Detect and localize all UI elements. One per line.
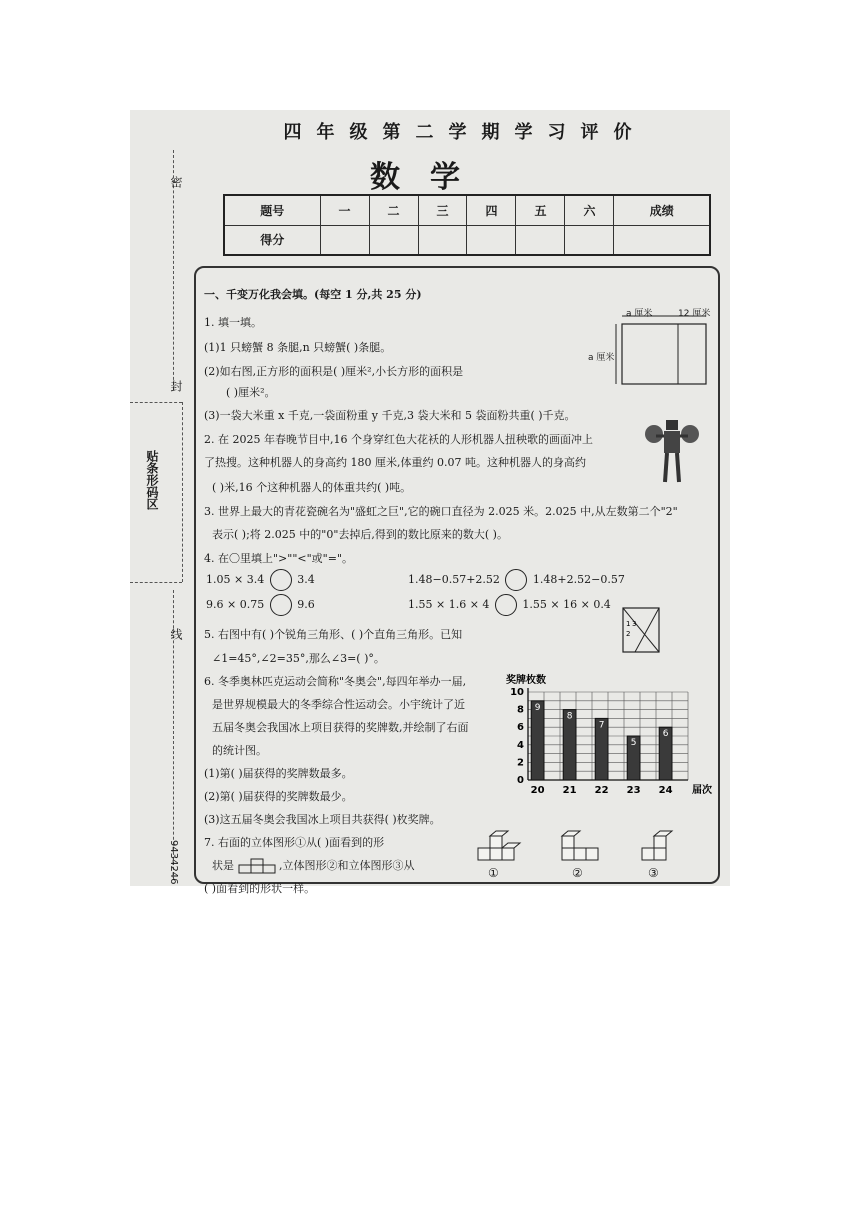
score-cell[interactable]	[467, 225, 516, 255]
chart-x-tick-label: 22	[594, 785, 609, 796]
compare-circle-d[interactable]	[495, 594, 517, 616]
chart-x-tick-label: 23	[626, 785, 641, 796]
square-figure	[614, 308, 714, 400]
score-header-row	[224, 195, 710, 225]
q1-part3: (3)一袋大米重 x 千克,一袋面粉重 y 千克,3 袋大米和 5 袋面粉共重( )千克。	[204, 409, 576, 422]
document-code: 9434246	[168, 840, 179, 885]
score-header-cell: 五	[516, 195, 565, 225]
q6-part2: (2)第( )届获得的奖牌数最少。	[204, 790, 353, 803]
barcode-area-label: 贴条形码区	[145, 450, 159, 510]
score-value-row	[224, 225, 710, 255]
chart-x-tick-label: 24	[658, 785, 673, 796]
q3-line2: 表示( );将 2.025 中的"0"去掉后,得到的数比原来的数大( )。	[212, 528, 508, 541]
q5-line2: ∠1=45°,∠2=35°,那么∠3=( )°。	[212, 652, 385, 665]
chart-x-tick-label: 21	[562, 785, 577, 796]
chart-x-tick-label: 20	[530, 785, 545, 796]
chart-y-axis-title: 奖牌枚数	[506, 675, 546, 686]
q6-line4: 的统计图。	[212, 744, 267, 757]
seal-char-mi: 密	[169, 176, 183, 188]
barcode-box-right	[182, 402, 183, 582]
score-row-label: 得分	[224, 225, 320, 255]
q4-c-left: 9.6 × 0.75	[206, 598, 265, 611]
q1-part2-answer: ( )厘米²。	[226, 386, 276, 399]
barcode-box-top	[130, 402, 182, 403]
triangle-figure	[619, 604, 663, 656]
score-header-cell: 一	[320, 195, 369, 225]
score-cell[interactable]	[418, 225, 467, 255]
exam-photo	[130, 110, 730, 895]
q4-a-right: 3.4	[297, 573, 315, 586]
q4-compare-d	[408, 594, 611, 616]
front-view-shape	[238, 858, 276, 874]
score-cell[interactable]	[614, 225, 710, 255]
q3-line1: 3. 世界上最大的青花瓷碗名为"盛虹之巨",它的碗口直径为 2.025 米。2.025 中,从左数第二个"2"	[204, 505, 678, 518]
solid-label-2: ②	[572, 866, 583, 880]
chart-y-tick-label: 4	[517, 739, 524, 751]
q6-part3: (3)这五届冬奥会我国冰上项目共获得( )枚奖牌。	[204, 813, 441, 826]
section-heading: 一、千变万化我会填。(每空 1 分,共 25 分)	[204, 288, 422, 301]
solid-label-1: ①	[488, 866, 499, 880]
q4-compare-a	[206, 569, 315, 591]
score-header-cell: 成绩	[614, 195, 710, 225]
chart-x-axis-title: 届次	[692, 785, 712, 796]
q2-line2: 了热搜。这种机器人的身高约 180 厘米,体重约 0.07 吨。这种机器人的身高约	[204, 456, 586, 469]
section-1-box	[194, 266, 720, 895]
q7-line2	[212, 857, 415, 874]
medal-bar-chart	[498, 668, 718, 798]
q1-title: 1. 填一填。	[204, 316, 262, 329]
q2-line1: 2. 在 2025 年春晚节目中,16 个身穿红色大花袄的人形机器人扭秧歌的画面冲上	[204, 433, 593, 446]
score-cell[interactable]	[369, 225, 418, 255]
q4-compare-c	[206, 594, 315, 616]
chart-data-label: 8	[566, 711, 573, 722]
score-header-cell: 六	[565, 195, 614, 225]
chart-data-label: 5	[630, 738, 637, 748]
q7-line1: 7. 右面的立体图形①从( )面看到的形	[204, 836, 385, 849]
compare-circle-a[interactable]	[270, 569, 292, 591]
q7-line3: ( )面看到的形状一样。	[204, 882, 316, 895]
chart-y-tick-label: 6	[517, 722, 524, 734]
chart-data-label: 9	[534, 702, 541, 713]
solid-label-3: ③	[648, 866, 659, 880]
q7-shape-suffix: ,立体图形②和立体图形③从	[279, 859, 415, 872]
compare-circle-b[interactable]	[505, 569, 527, 591]
solid-figures	[466, 824, 706, 880]
chart-y-tick-label: 2	[517, 757, 524, 769]
exam-title: 四年级第二学期学习评价	[283, 122, 647, 143]
q2-line3: ( )米,16 个这种机器人的体重共约( )吨。	[212, 481, 412, 494]
q6-line2: 是世界规模最大的冬季综合性运动会。小宇统计了近	[212, 698, 465, 711]
chart-y-tick-label: 8	[517, 704, 524, 716]
q5-line1: 5. 右图中有( )个锐角三角形、( )个直角三角形。已知	[204, 628, 463, 641]
subject-title: 数学	[370, 160, 490, 195]
svg-text:3: 3	[632, 620, 637, 628]
q1-part1: (1)1 只螃蟹 8 条腿,n 只螃蟹( )条腿。	[204, 341, 392, 354]
fig-label-top2: 12 厘米	[678, 309, 711, 319]
q4-d-right: 1.55 × 16 × 0.4	[522, 598, 611, 611]
svg-text:1: 1	[626, 620, 631, 628]
compare-circle-c[interactable]	[270, 594, 292, 616]
q6-part1: (1)第( )届获得的奖牌数最多。	[204, 767, 353, 780]
chart-data-label: 7	[598, 720, 605, 731]
score-header-cell: 二	[369, 195, 418, 225]
q6-line1: 6. 冬季奥林匹克运动会简称"冬奥会",每四年举办一届,	[204, 675, 467, 688]
q4-a-left: 1.05 × 3.4	[206, 573, 265, 586]
q4-compare-b	[408, 569, 625, 591]
q1-part2: (2)如右图,正方形的面积是( )厘米²,小长方形的面积是	[204, 365, 464, 378]
seal-char-xian: 线	[169, 628, 183, 640]
score-cell[interactable]	[516, 225, 565, 255]
score-table	[223, 194, 711, 256]
chart-y-tick-label: 0	[517, 775, 524, 786]
fig-label-top: a 厘米	[626, 309, 653, 319]
score-header-cell: 三	[418, 195, 467, 225]
q4-b-right: 1.48+2.52−0.57	[532, 573, 625, 586]
score-header-cell: 题号	[224, 195, 320, 225]
score-cell[interactable]	[565, 225, 614, 255]
q6-line3: 五届冬奥会我国冰上项目获得的奖牌数,并绘制了右面	[212, 721, 469, 734]
q4-title: 4. 在〇里填上">""<"或"="。	[204, 552, 353, 565]
chart-y-tick-label: 10	[510, 687, 524, 698]
robot-icon	[644, 416, 700, 486]
q4-d-left: 1.55 × 1.6 × 4	[408, 598, 490, 611]
score-header-cell: 四	[467, 195, 516, 225]
svg-text:2: 2	[626, 630, 631, 638]
binding-margin	[130, 110, 190, 886]
chart-data-label: 6	[662, 729, 669, 740]
barcode-box-bottom	[130, 582, 182, 583]
seal-char-feng: 封	[169, 380, 183, 392]
q4-b-left: 1.48−0.57+2.52	[408, 573, 500, 586]
q7-shape-prefix: 状是	[212, 859, 234, 872]
q4-c-right: 9.6	[297, 598, 315, 611]
score-cell[interactable]	[320, 225, 369, 255]
fig-label-side: a 厘米	[588, 353, 615, 363]
